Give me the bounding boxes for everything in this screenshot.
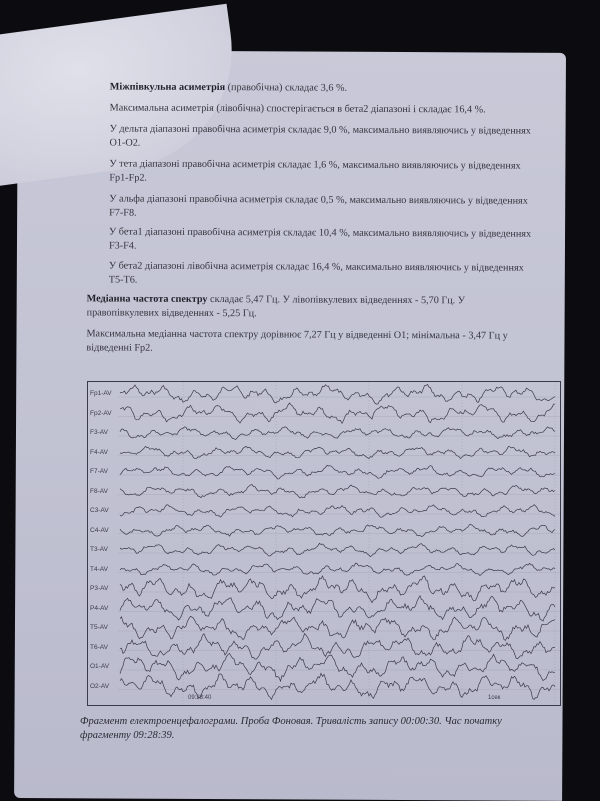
eeg-traces [88, 382, 560, 705]
eeg-channel-label: F8-AV [90, 487, 108, 495]
eeg-scale-label: 1сек [488, 695, 501, 701]
eeg-channel-label: T4-AV [90, 565, 108, 573]
paragraph-beta2: У бета2 діапазоні лівобічна асиметрія складає 16,4 %, максимально виявляючись у відведеннях T5-T6. [108, 260, 524, 286]
eeg-channel-label: C3-AV [90, 507, 109, 514]
eeg-channel-label: O2-AV [90, 682, 110, 690]
paragraph-max-median-frequency: Максимальна медіанна частота спектру дорівнює 7,27 Гц у відведенні O1; мінімальна - 3,47 Гц у відведенні Fp2. [86, 328, 508, 354]
eeg-time-marker: 09:28:40 [188, 695, 212, 701]
eeg-channel-label: F7-AV [90, 468, 108, 475]
paragraph-theta: У тета діапазоні правобічна асиметрія складає 1,6 %, максимально виявляючись у відведеннях Fp1-Fp2. [109, 158, 521, 184]
eeg-channel-label: Fp2-AV [90, 409, 112, 417]
eeg-channel-label: O1-AV [90, 663, 110, 670]
paragraph-alpha: У альфа діапазоні правобічна асиметрія складає 0,5 %, максимально виявляючись у відведеннях F7-F8. [109, 193, 528, 219]
eeg-channel-label: P3-AV [90, 585, 109, 592]
paragraph-delta: У дельта діапазоні правобічна асиметрія складає 9,0 %, максимально виявляючись у відведеннях O1-O2. [109, 123, 531, 149]
eeg-channel-label: T3-AV [90, 546, 108, 553]
eeg-channel-label: P4-AV [90, 604, 109, 612]
eeg-channel-label: C4-AV [90, 526, 109, 534]
figure-caption: Фрагмент електроенцефалограми. Проба Фоновая. Тривалість запису 00:00:30. Час початку фрагменту 09:28:39. [80, 716, 502, 741]
paragraph-interhemispheric-asymmetry: Міжпівкульна асиметрія (правобічна) складає 3,6 %. [109, 81, 348, 94]
eeg-channel-label: T6-AV [90, 643, 108, 651]
paragraph-beta1: У бета1 діапазоні правобічна асиметрія складає 10,4 %, максимально виявляючись у відведеннях F3-F4. [108, 226, 532, 252]
paragraph-max-asymmetry: Максимальна асиметрія (лівобічна) спостерігається в бета2 діапазоні і складає 16,4 %. [109, 102, 486, 116]
eeg-chart [87, 381, 561, 706]
eeg-channel-label: F3-AV [90, 429, 108, 436]
eeg-channel-label: Fp1-AV [90, 390, 112, 397]
paragraph-median-frequency: Медіанна частота спектру складає 5,47 Гц. У лівопівкулевих відведеннях - 5,70 Гц. У правопівкулевих відведеннях - 5,25 Гц. [86, 293, 466, 320]
eeg-channel-label: T5-AV [90, 624, 108, 631]
eeg-channel-label: F4-AV [90, 448, 108, 456]
